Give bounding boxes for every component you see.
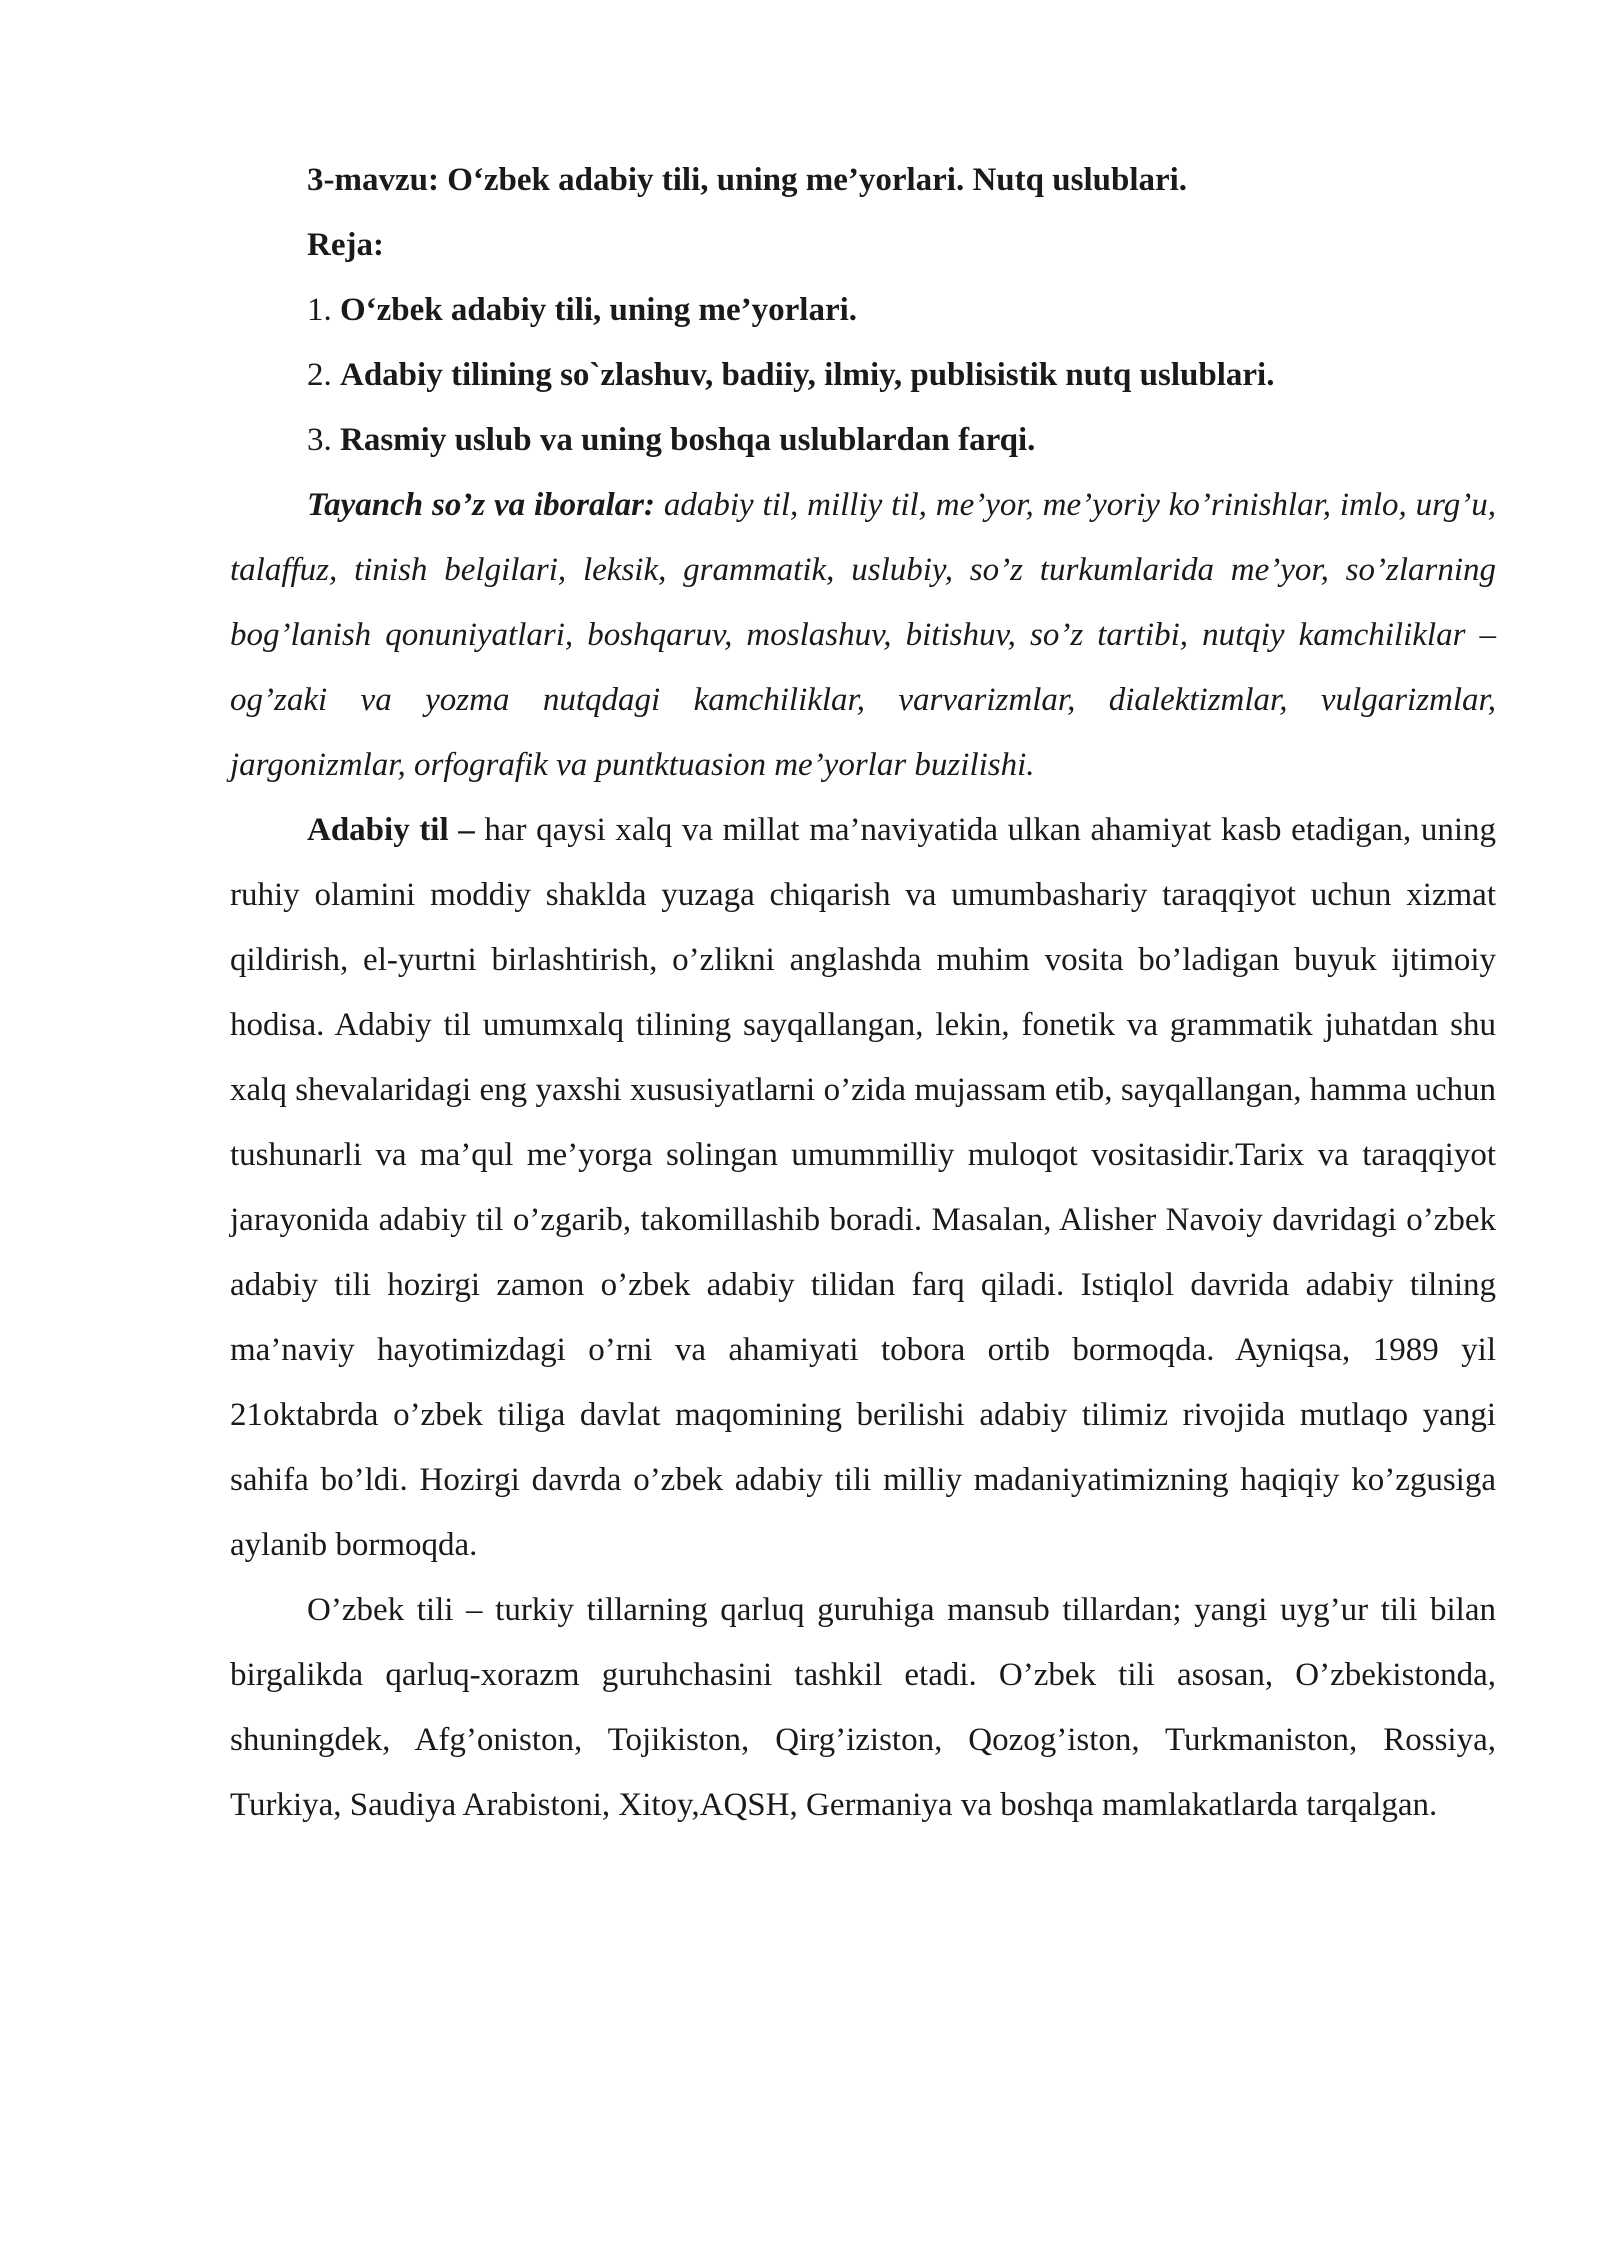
topic-title: 3-mavzu: O‘zbek adabiy tili, uning me’yorlari. Nutq uslublari. bbox=[307, 162, 1188, 198]
plan-label: Reja: bbox=[307, 227, 384, 263]
defined-term: Adabiy til – bbox=[307, 812, 475, 848]
plan-item-1 bbox=[230, 278, 1496, 343]
paragraph-text: har qaysi xalq va millat ma’naviyatida ulkan ahamiyat kasb etadigan, uning ruhiy olamini moddiy shaklda yuzaga chiqarish va umumbashariy taraqqiyot uchun xizmat qildirish, el-yurtni birlashtirish, o’zlikni anglashda muhim vosita bo’ladigan buyuk ijtimoiy hodisa. Adabiy til umumxalq tilining sayqallangan, lekin, fonetik va grammatik juhatdan shu xalq shevalaridagi eng yaxshi xususiyatlarni o’zida mujassam etib, sayqallangan, hamma uchun tushunarli va ma’qul me’yorga solingan umummilliy muloqot vositasidir.Tarix va taraqqiyot jarayonida adabiy til o’zgarib, takomillashib boradi. Masalan, Alisher Navoiy davridagi o’zbek adabiy tili hozirgi zamon o’zbek adabiy tilidan farq qiladi. Istiqlol davrida adabiy tilning ma’naviy hayotimizdagi o’rni va ahamiyati tobora ortib bormoqda. Ayniqsa, 1989 yil 21oktabrda o’zbek tiliga davlat maqomining berilishi adabiy tilimiz rivojida mutlaqo yangi sahifa bo’ldi. Hozirgi davrda o’zbek adabiy tili milliy madaniyatimizning haqiqiy ko’zgusiga aylanib bormoqda. bbox=[230, 812, 1496, 1563]
keywords-paragraph bbox=[230, 473, 1496, 798]
plan-item-2 bbox=[230, 343, 1496, 408]
plan-item-number: 2. bbox=[307, 357, 332, 393]
body-paragraph-1 bbox=[230, 798, 1496, 1578]
plan-item-3 bbox=[230, 408, 1496, 473]
plan-item-text: Adabiy tilining so`zlashuv, badiiy, ilmiy, publisistik nutq uslublari. bbox=[340, 357, 1275, 393]
keywords-text: adabiy til, milliy til, me’yor, me’yoriy ko’rinishlar, imlo, urg’u, talaffuz, tinish belgilari, leksik, grammatik, uslubiy, so’z turkumlarida me’yor, so’zlarning bog’lanish qonuniyatlari, boshqaruv, moslashuv, bitishuv, so’z tartibi, nutqiy kamchiliklar – og’zaki va yozma nutqdagi kamchiliklar, varvarizmlar, dialektizmlar, vulgarizmlar, jargonizmlar, orfografik va puntktuasion me’yorlar buzilishi. bbox=[230, 487, 1497, 783]
keywords-label: Tayanch so’z va iboralar: bbox=[307, 487, 656, 523]
body-paragraph-2 bbox=[230, 1578, 1496, 1838]
plan-item-number: 3. bbox=[307, 422, 332, 458]
plan-item-text: Rasmiy uslub va uning boshqa uslublardan farqi. bbox=[340, 422, 1036, 458]
paragraph-text: O’zbek tili – turkiy tillarning qarluq guruhiga mansub tillardan; yangi uyg’ur tili bilan birgalikda qarluq-xorazm guruhchasini tashkil etadi. O’zbek tili asosan, O’zbekistonda, shuningdek, Afg’oniston, Tojikiston, Qirg’iziston, Qozog’iston, Turkmaniston, Rossiya, Turkiya, Saudiya Arabistoni, Xitoy,AQSH, Germaniya va boshqa mamlakatlarda tarqalgan. bbox=[230, 1592, 1496, 1823]
plan-item-text: O‘zbek adabiy tili, uning me’yorlari. bbox=[340, 292, 858, 328]
document-page bbox=[230, 148, 1496, 1838]
plan-item-number: 1. bbox=[307, 292, 332, 328]
